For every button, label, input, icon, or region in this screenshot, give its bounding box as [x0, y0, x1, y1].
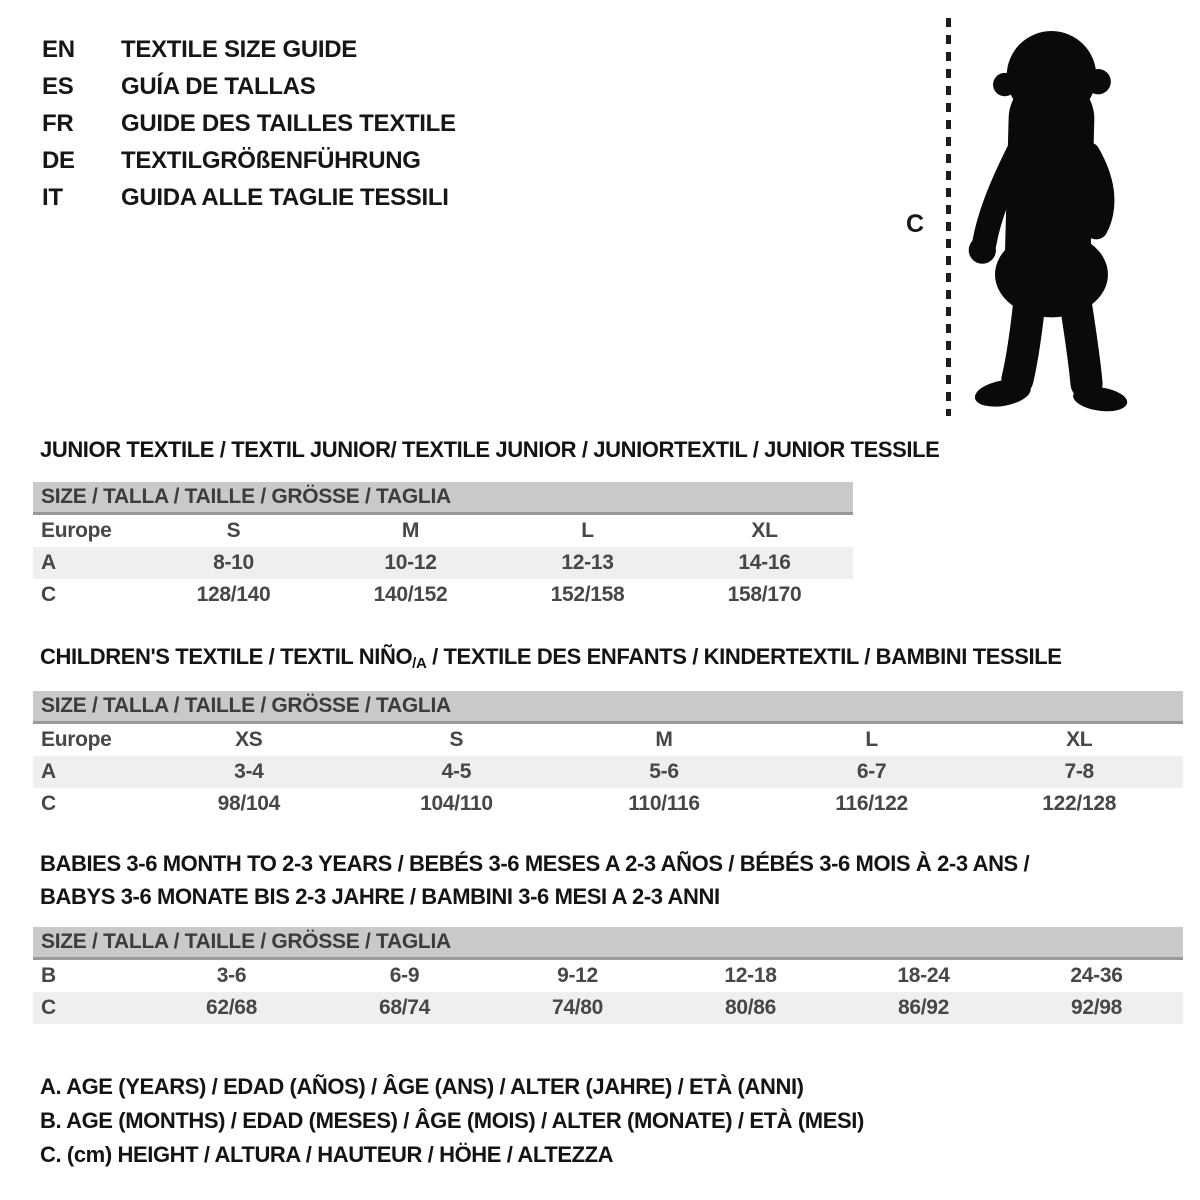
- cell-value: 12-18: [724, 964, 777, 987]
- babies-section-title-line1: BABIES 3-6 MONTH TO 2-3 YEARS / BEBÉS 3-6 MESES A 2-3 AÑOS / BÉBÉS 3-6 MOIS À 2-3 ANS /: [40, 851, 1030, 876]
- language-row-es: [42, 68, 456, 105]
- row-label: Europe: [41, 519, 112, 542]
- junior-section-title: JUNIOR TEXTILE / TEXTIL JUNIOR/ TEXTILE JUNIOR / JUNIORTEXTIL / JUNIOR TESSILE: [40, 437, 940, 462]
- table-row-age-months: [33, 960, 1183, 992]
- cell-value: 24-36: [1070, 964, 1123, 987]
- table-row-europe: [33, 724, 1183, 756]
- junior-size-header-bar: SIZE / TALLA / TAILLE / GRÖSSE / TAGLIA: [33, 482, 853, 515]
- language-code: EN: [42, 35, 75, 63]
- cell-value: 68/74: [378, 996, 431, 1019]
- table-row-europe: [33, 515, 853, 547]
- cell-value: 122/128: [1042, 792, 1117, 815]
- legend-line-a: A. AGE (YEARS) / EDAD (AÑOS) / ÂGE (ANS) / ALTER (JAHRE) / ETÀ (ANNI): [40, 1074, 804, 1099]
- cell-value: M: [655, 728, 673, 751]
- cell-value: L: [865, 728, 878, 751]
- cell-value: 6-7: [856, 760, 887, 783]
- table-row-height-cm: [33, 788, 1183, 820]
- children-size-table: [33, 691, 1183, 820]
- cell-value: 74/80: [551, 996, 604, 1019]
- baby-toddler-silhouette-icon: [958, 18, 1143, 418]
- row-label: C: [41, 792, 56, 815]
- cell-value: 3-4: [234, 760, 264, 783]
- junior-size-table: [33, 482, 853, 611]
- cell-value: XL: [1066, 728, 1093, 751]
- children-section-title: [40, 644, 1062, 672]
- language-code: FR: [42, 109, 74, 137]
- children-size-header-bar: SIZE / TALLA / TAILLE / GRÖSSE / TAGLIA: [33, 691, 1183, 724]
- cell-value: 7-8: [1064, 760, 1094, 783]
- row-label: C: [41, 583, 56, 606]
- language-row-it: [42, 179, 456, 216]
- row-label: Europe: [41, 728, 112, 751]
- babies-size-header-bar: SIZE / TALLA / TAILLE / GRÖSSE / TAGLIA: [33, 927, 1183, 960]
- language-row-de: [42, 142, 456, 179]
- cell-value: 86/92: [897, 996, 950, 1019]
- cell-value: 6-9: [389, 964, 420, 987]
- height-measure-label: C: [906, 210, 925, 238]
- language-title-list: [42, 31, 456, 216]
- cell-value: 3-6: [216, 964, 247, 987]
- row-label: C: [41, 996, 56, 1019]
- cell-value: 116/122: [835, 792, 908, 815]
- cell-value: 8-10: [213, 551, 254, 574]
- babies-size-table: [33, 927, 1183, 1024]
- cell-value: 98/104: [217, 792, 281, 815]
- cell-value: 152/158: [550, 583, 625, 606]
- table-row-age-years: [33, 756, 1183, 788]
- cell-value: S: [449, 728, 464, 751]
- row-label: B: [41, 964, 56, 987]
- cell-value: 12-13: [561, 551, 614, 574]
- legend-line-b: B. AGE (MONTHS) / EDAD (MESES) / ÂGE (MOIS) / ALTER (MONATE) / ETÀ (MESI): [40, 1108, 864, 1133]
- row-label: A: [41, 760, 56, 783]
- children-title-prefix: CHILDREN'S TEXTILE / TEXTIL NIÑO: [40, 644, 413, 669]
- cell-value: 104/110: [420, 792, 493, 815]
- legend-line-c: C. (cm) HEIGHT / ALTURA / HAUTEUR / HÖHE / ALTEZZA: [40, 1142, 614, 1167]
- children-title-suffix: / TEXTILE DES ENFANTS / KINDERTEXTIL / BAMBINI TESSILE: [426, 644, 1062, 669]
- table-row-age-years: [33, 547, 853, 579]
- cell-value: 9-12: [557, 964, 598, 987]
- cell-value: 10-12: [384, 551, 437, 574]
- height-dashed-line: [946, 18, 951, 416]
- cell-value: L: [581, 519, 594, 542]
- children-title-subscript: /A: [412, 655, 427, 672]
- cell-value: 4-5: [441, 760, 472, 783]
- cell-value: M: [401, 519, 420, 542]
- language-title: GUIDE DES TAILLES TEXTILE: [121, 109, 456, 137]
- table-row-height-cm: [33, 579, 853, 611]
- language-title: GUÍA DE TALLAS: [121, 72, 316, 100]
- row-label: A: [41, 551, 56, 574]
- cell-value: XS: [235, 728, 263, 751]
- cell-value: 140/152: [373, 583, 448, 606]
- language-title: TEXTILGRÖßENFÜHRUNG: [121, 146, 421, 174]
- cell-value: 110/116: [628, 792, 700, 815]
- language-code: IT: [42, 183, 63, 211]
- language-row-en: [42, 31, 456, 68]
- cell-value: S: [226, 519, 241, 542]
- table-row-height-cm: [33, 992, 1183, 1024]
- cell-value: 5-6: [649, 760, 679, 783]
- language-code: ES: [42, 72, 74, 100]
- cell-value: 92/98: [1070, 996, 1123, 1019]
- language-code: DE: [42, 146, 75, 174]
- cell-value: 18-24: [897, 964, 950, 987]
- language-title: TEXTILE SIZE GUIDE: [121, 35, 357, 63]
- cell-value: 128/140: [196, 583, 271, 606]
- cell-value: 80/86: [724, 996, 777, 1019]
- cell-value: XL: [751, 519, 778, 542]
- cell-value: 62/68: [205, 996, 258, 1019]
- cell-value: 14-16: [738, 551, 791, 574]
- cell-value: 158/170: [727, 583, 802, 606]
- language-title: GUIDA ALLE TAGLIE TESSILI: [121, 183, 449, 211]
- language-row-fr: [42, 105, 456, 142]
- babies-section-title-line2: BABYS 3-6 MONATE BIS 2-3 JAHRE / BAMBINI 3-6 MESI A 2-3 ANNI: [40, 884, 720, 909]
- measurement-legend: [40, 1070, 864, 1172]
